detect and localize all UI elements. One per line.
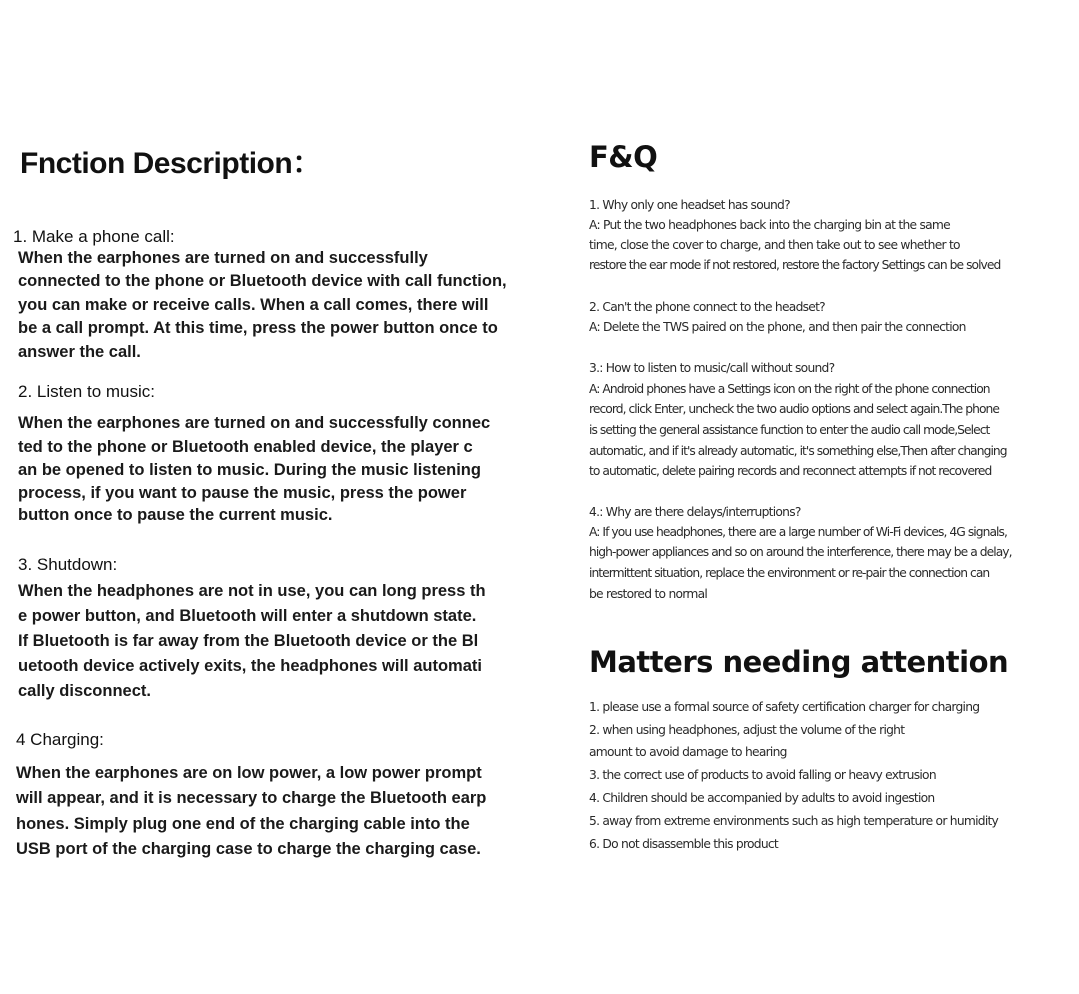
attention-line: 2. when using headphones, adjust the volume of the right [589,723,905,737]
attention-line: 4. Children should be accompanied by adults to avoid ingestion [589,791,935,805]
faq-question: 1. Why only one headset has sound? [589,198,790,212]
section-heading: 4 Charging: [16,730,104,749]
faq-answer-line: A: If you use headphones, there are a large number of Wi-Fi devices, 4G signals, [589,525,1007,539]
attention-line: 5. away from extreme environments such as high temperature or humidity [589,814,999,828]
section-text-line: When the earphones are on low power, a low power prompt [16,764,482,782]
section-text-line: connected to the phone or Bluetooth device with call function, [18,272,507,290]
attention-line: 6. Do not disassemble this product [589,837,778,851]
section-text-line: process, if you want to pause the music, press the power [18,484,467,502]
attention-line: 1. please use a formal source of safety certification charger for charging [589,700,980,714]
faq-answer-line: automatic, and if it's already automatic, it's something else,Then after changing [589,444,1007,458]
section-text-line: ted to the phone or Bluetooth enabled device, the player c [18,438,473,456]
section-text-line: be a call prompt. At this time, press the power button once to [18,319,498,337]
faq-answer-line: A: Delete the TWS paired on the phone, and then pair the connection [589,320,966,334]
section-text-line: When the earphones are turned on and successfully connec [18,414,491,432]
section-text-line: hones. Simply plug one end of the charging cable into the [16,815,470,833]
faq-answer-line: be restored to normal [589,587,708,601]
attention-line: 3. the correct use of products to avoid falling or heavy extrusion [589,768,936,782]
faq-question: 3.: How to listen to music/call without sound? [589,361,835,375]
attention-line: amount to avoid damage to hearing [589,745,787,759]
faq-question: 4.: Why are there delays/interruptions? [589,505,801,519]
faq-title: F&Q [589,140,658,174]
faq-answer-line: is setting the general assistance function to enter the audio call mode,Select [589,423,990,437]
faq-question: 2. Can't the phone connect to the headset? [589,300,825,314]
section-text-line: If Bluetooth is far away from the Bluetooth device or the Bl [18,632,479,650]
section-text-line: When the headphones are not in use, you can long press th [18,582,486,600]
section-text-line: When the earphones are turned on and successfully [18,249,428,267]
section-heading: 3. Shutdown: [18,555,118,574]
section-text-line: answer the call. [18,343,141,361]
section-text-line: uetooth device actively exits, the headphones will automati [18,657,482,675]
section-text-line: USB port of the charging case to charge the charging case. [16,840,481,858]
faq-answer-line: high-power appliances and so on around the interference, there may be a delay, [589,545,1012,559]
section-text-line: an be opened to listen to music. During the music listening [18,461,481,479]
section-heading: 1. Make a phone call: [13,227,175,246]
section-text-line: cally disconnect. [18,682,151,700]
section-heading: 2. Listen to music: [18,382,156,401]
faq-answer-line: A: Put the two headphones back into the charging bin at the same [589,218,950,232]
faq-answer-line: restore the ear mode if not restored, restore the factory Settings can be solved [589,258,1001,272]
section-text-line: e power button, and Bluetooth will enter a shutdown state. [18,607,477,625]
function-description-title: Fnction Description： [20,147,322,180]
section-text-line: you can make or receive calls. When a call comes, there will [18,296,489,314]
section-text-line: button once to pause the current music. [18,506,333,524]
faq-answer-line: time, close the cover to charge, and then take out to see whether to [589,238,960,252]
faq-answer-line: intermittent situation, replace the environment or re-pair the connection can [589,566,990,580]
attention-title: Matters needing attention [589,645,1009,679]
faq-answer-line: A: Android phones have a Settings icon on the right of the phone connection [589,382,990,396]
section-text-line: will appear, and it is necessary to charge the Bluetooth earp [16,789,487,807]
faq-answer-line: to automatic, delete pairing records and reconnect attempts if not recovered [589,464,992,478]
faq-answer-line: record, click Enter, uncheck the two audio options and select again.The phone [589,402,999,416]
